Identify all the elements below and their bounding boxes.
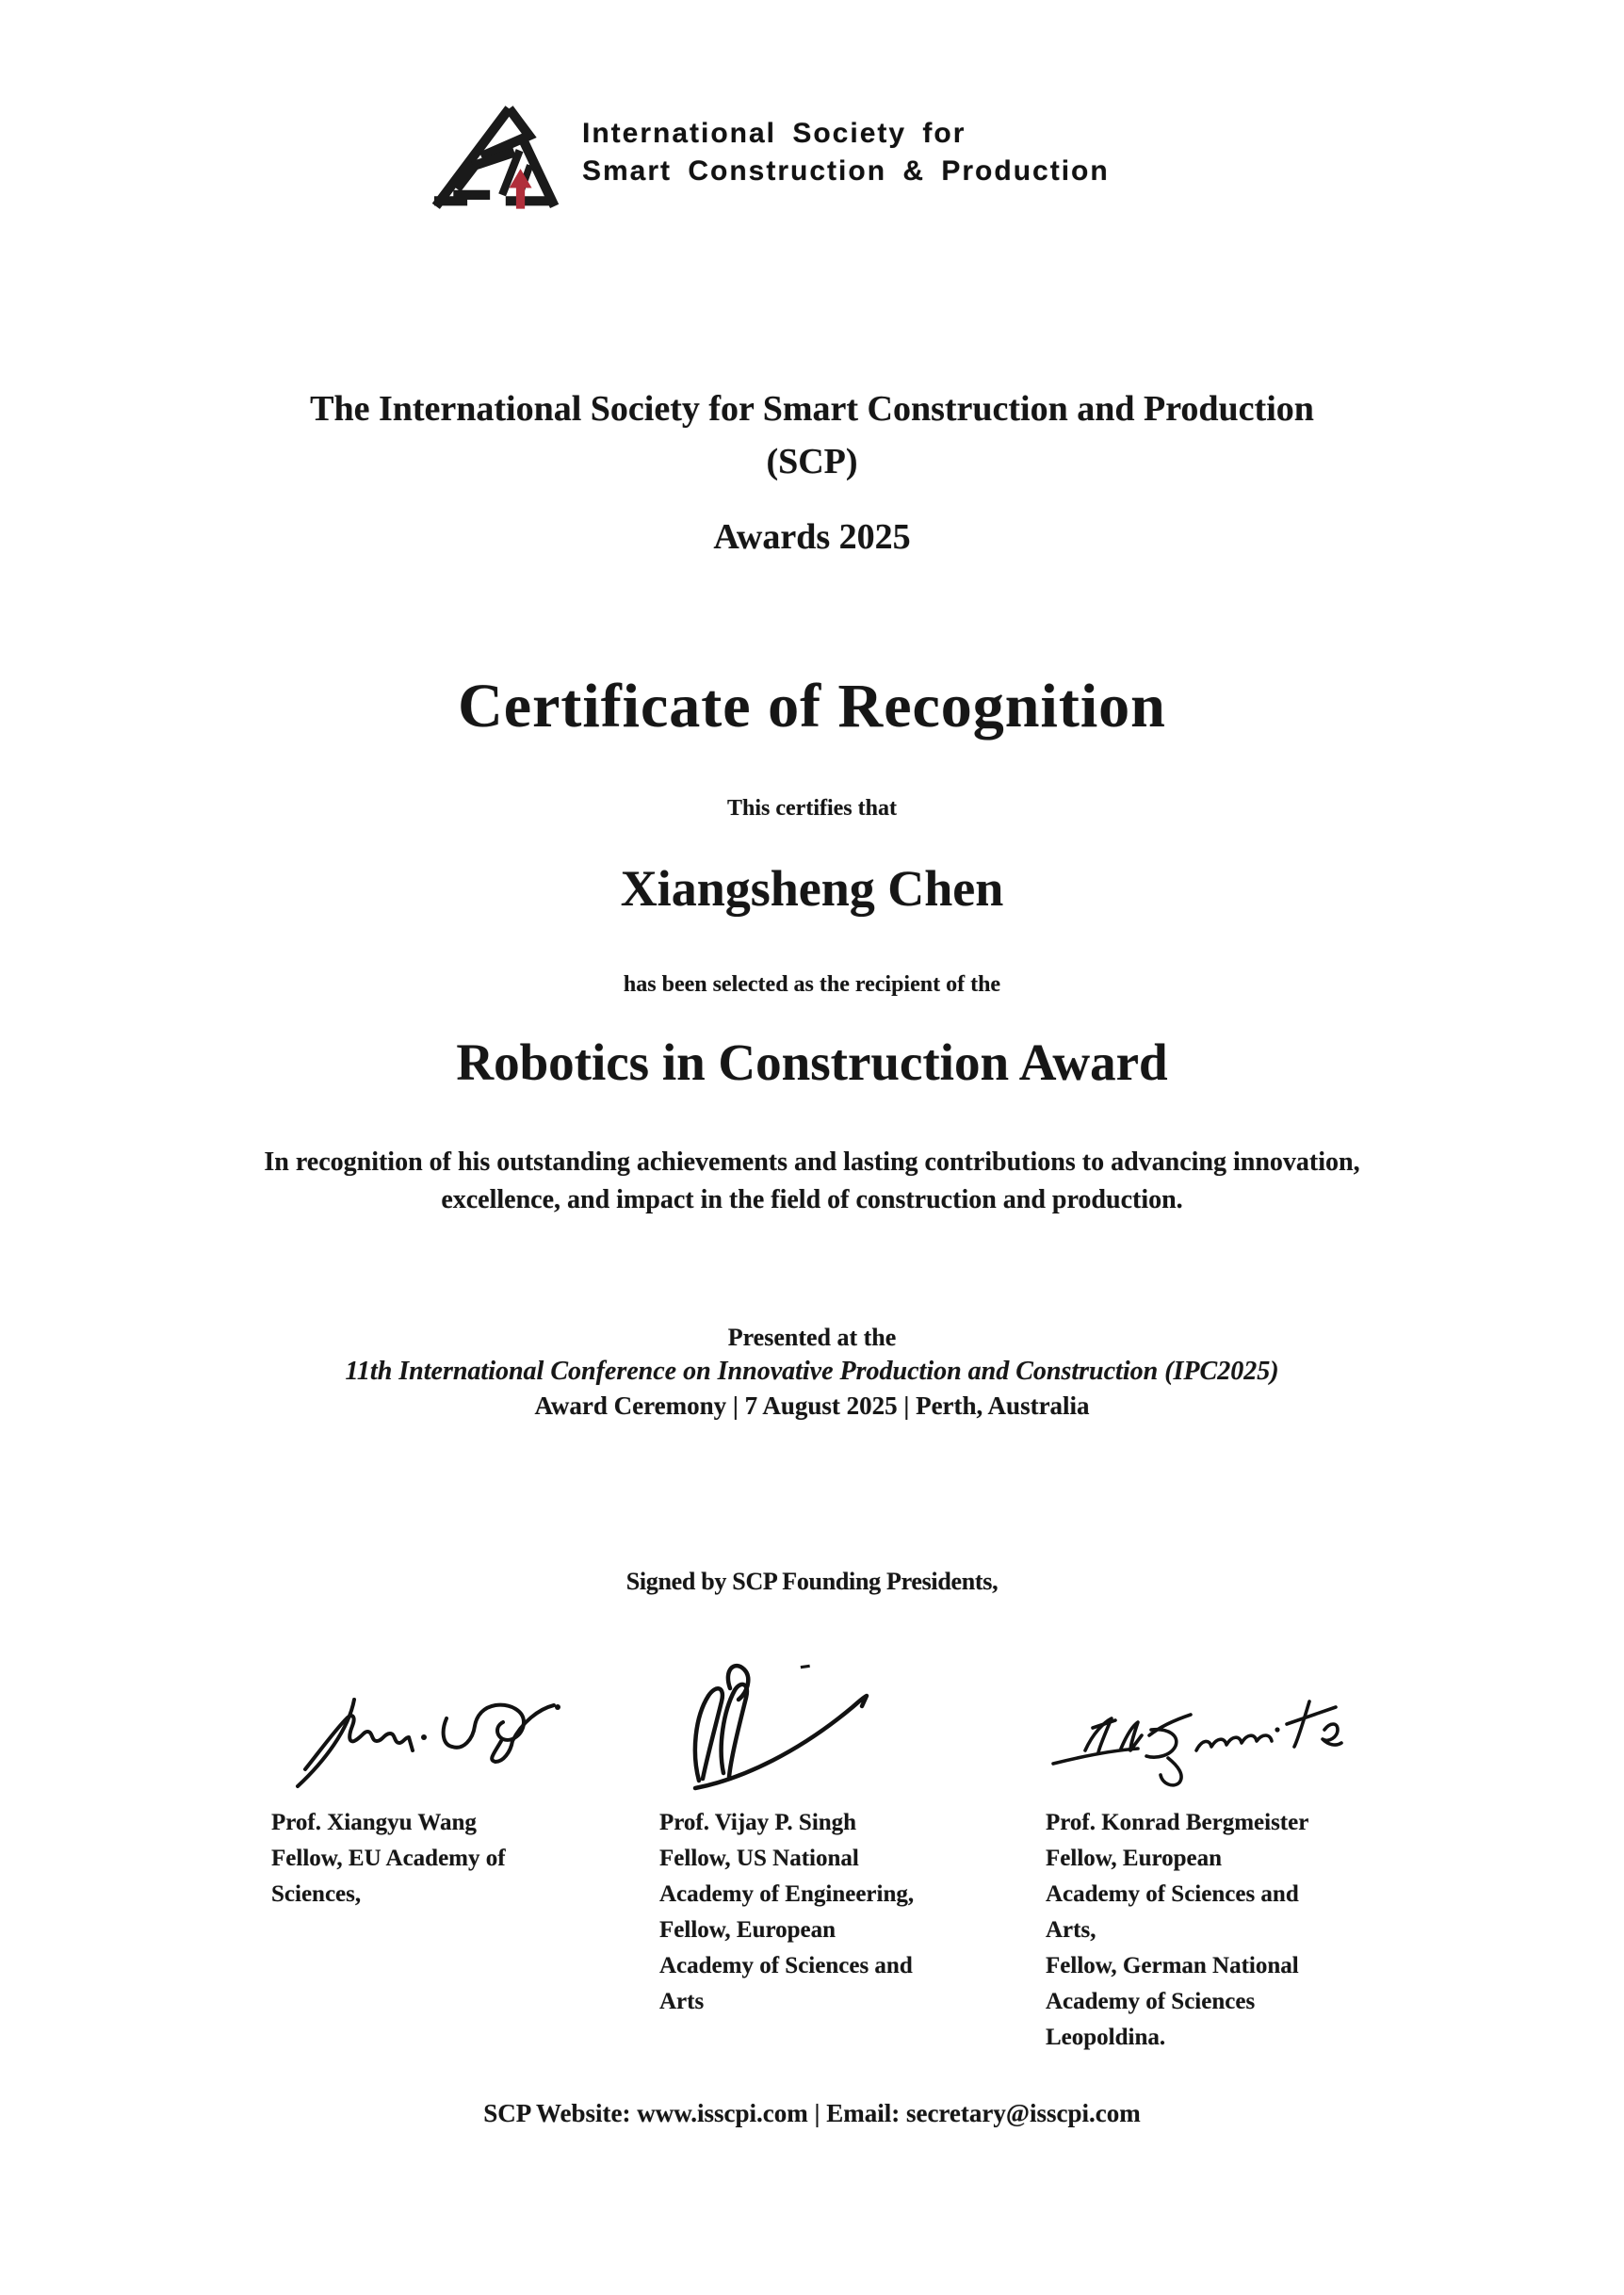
pen-mark: - bbox=[796, 1643, 814, 1685]
signatory-singh-block bbox=[659, 1805, 1017, 2020]
affiliation-line: Arts bbox=[659, 1989, 705, 2014]
awards-year: Awards 2025 bbox=[713, 517, 911, 557]
presentation-block bbox=[0, 1321, 1624, 1423]
recognition-line1: In recognition of his outstanding achievements and lasting contributions to advancing innovation, bbox=[264, 1148, 1360, 1177]
affiliation-line: Academy of Sciences bbox=[1046, 1989, 1256, 2014]
recipient-name: Xiangsheng Chen bbox=[620, 860, 1004, 917]
signatory-wang-block bbox=[271, 1805, 620, 1912]
signatory-bergmeister-block bbox=[1046, 1805, 1413, 2056]
footer-contact: SCP Website: www.isscpi.com | Email: secretary@isscpi.com bbox=[483, 2099, 1141, 2127]
signature-xiangyu-wang bbox=[264, 1668, 575, 1818]
affiliation-line: Fellow, European bbox=[1046, 1846, 1223, 1871]
selected-line: has been selected as the recipient of the bbox=[623, 972, 1001, 997]
affiliation-line: Academy of Sciences and bbox=[1046, 1881, 1299, 1907]
affiliation-line: Sciences, bbox=[271, 1881, 362, 1907]
affiliation-line: Fellow, EU Academy of bbox=[271, 1846, 506, 1871]
conference-name: 11th International Conference on Innovative Production and Construction (IPC2025) bbox=[345, 1357, 1279, 1386]
signatory-name: Prof. Vijay P. Singh bbox=[659, 1810, 857, 1835]
affiliation-line: Arts, bbox=[1046, 1917, 1096, 1943]
affiliation-line: Leopoldina. bbox=[1046, 2025, 1166, 2050]
award-name: Robotics in Construction Award bbox=[456, 1034, 1168, 1091]
presented-intro: Presented at the bbox=[727, 1324, 897, 1351]
signatory-name: Prof. Xiangyu Wang bbox=[271, 1810, 477, 1835]
society-acronym: (SCP) bbox=[766, 442, 858, 481]
certifies-line: This certifies that bbox=[727, 796, 897, 821]
signatory-name: Prof. Konrad Bergmeister bbox=[1046, 1810, 1309, 1835]
recognition-line2: excellence, and impact in the field of construction and production. bbox=[441, 1185, 1183, 1214]
society-name: The International Society for Smart Construction and Production bbox=[310, 389, 1314, 429]
logo-org-name-line2: Smart Construction & Production bbox=[582, 155, 1110, 187]
affiliation-line: Academy of Sciences and bbox=[659, 1953, 913, 1978]
logo-org-name bbox=[582, 115, 1260, 190]
affiliation-line: Fellow, German National bbox=[1046, 1953, 1299, 1978]
affiliation-line: Fellow, European bbox=[659, 1917, 836, 1943]
signature-konrad-bergmeister bbox=[1036, 1668, 1375, 1790]
affiliation-line: Fellow, US National bbox=[659, 1846, 859, 1871]
ceremony-details: Award Ceremony | 7 August 2025 | Perth, Australia bbox=[534, 1392, 1090, 1420]
society-heading bbox=[0, 382, 1624, 488]
certificate-title: Certificate of Recognition bbox=[458, 672, 1166, 741]
recognition-paragraph bbox=[0, 1144, 1624, 1219]
logo-org-name-line1: International Society for bbox=[582, 118, 966, 149]
scp-triangle-logo-icon bbox=[422, 102, 561, 215]
signed-heading: Signed by SCP Founding Presidents, bbox=[625, 1568, 999, 1595]
signature-vijay-singh bbox=[641, 1649, 904, 1799]
affiliation-line: Academy of Engineering, bbox=[659, 1881, 915, 1907]
